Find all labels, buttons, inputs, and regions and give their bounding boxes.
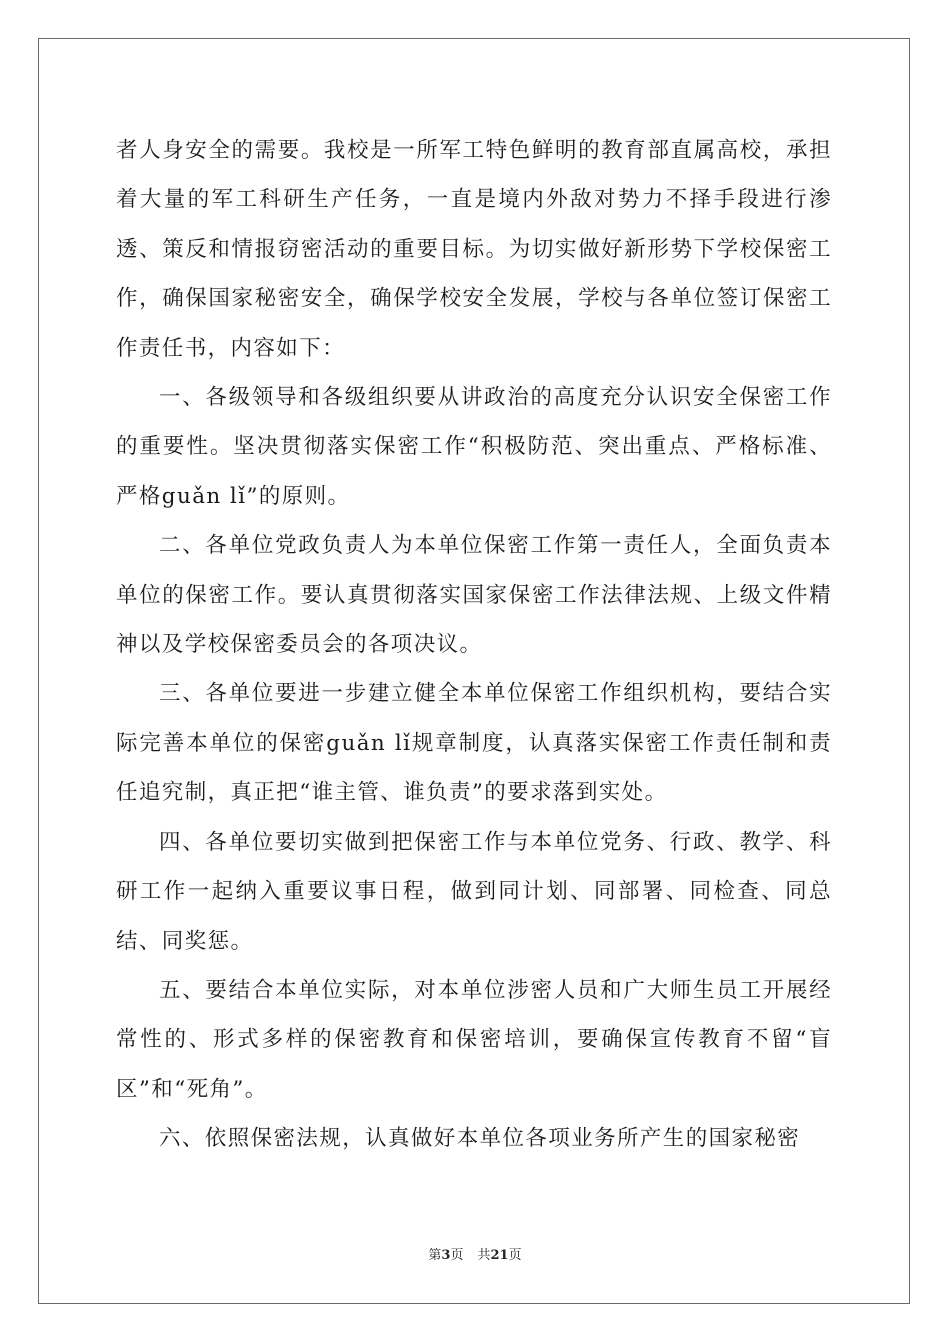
total-suffix: 页 — [508, 1248, 522, 1263]
paragraph-item-1: 一、各级领导和各级组织要从讲政治的高度充分认识安全保密工作的重要性。坚决贯彻落实保密工作“积极防范、突出重点、严格标准、严格guǎn lǐ”的原则。 — [116, 385, 832, 509]
paragraph-item-5: 五、要结合本单位实际，对本单位涉密人员和广大师生员工开展经常性的、形式多样的保密教育和保密培训，要确保宣传教育不留“盲区”和“死角”。 — [116, 977, 832, 1102]
total-prefix: 共 — [477, 1248, 491, 1263]
total-pages: 21 — [490, 1248, 509, 1263]
page-footer — [0, 1247, 950, 1265]
page-number: 3 — [441, 1248, 451, 1263]
paragraph-intro: 者人身安全的需要。我校是一所军工特色鲜明的教育部直属高校，承担着大量的军工科研生产任务，一直是境内外敌对势力不择手段进行渗透、策反和情报窃密活动的重要目标。为切实做好新形势下学校保密工作，确保国家秘密安全，确保学校安全发展，学校与各单位签订保密工作责任书，内容如下： — [116, 138, 832, 361]
paragraph-item-3: 三、各单位要进一步建立健全本单位保密工作组织机构，要结合实际完善本单位的保密guǎn lǐ规章制度，认真落实保密工作责任制和责任追究制，真正把“谁主管、谁负责”的要求落到实处。 — [116, 681, 832, 806]
page-prefix: 第 — [428, 1248, 442, 1263]
page-suffix: 页 — [450, 1248, 464, 1263]
document-body — [116, 126, 832, 1164]
paragraph-item-2: 二、各单位党政负责人为本单位保密工作第一责任人，全面负责本单位的保密工作。要认真贯彻落实国家保密工作法律法规、上级文件精神以及学校保密委员会的各项决议。 — [116, 533, 832, 658]
paragraph-item-6: 六、依照保密法规，认真做好本单位各项业务所产生的国家秘密 — [159, 1126, 801, 1152]
paragraph-item-4: 四、各单位要切实做到把保密工作与本单位党务、行政、教学、科研工作一起纳入重要议事日程，做到同计划、同部署、同检查、同总结、同奖惩。 — [116, 829, 832, 954]
